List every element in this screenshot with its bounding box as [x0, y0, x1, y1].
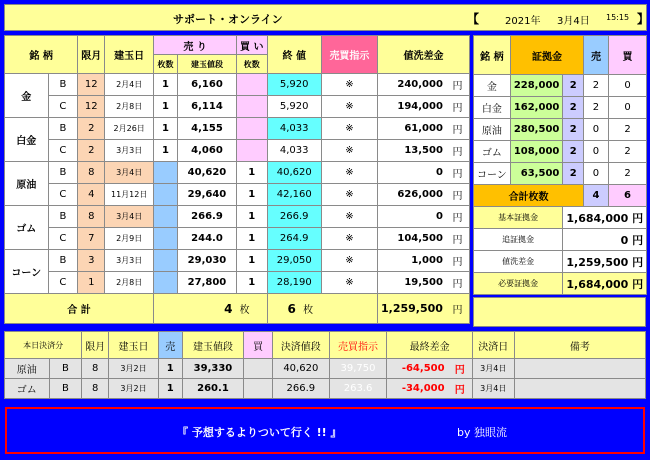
- sell-qty-cell: [154, 272, 178, 294]
- diff-cell: 240,000: [377, 74, 445, 96]
- right-header-buy: 買: [608, 36, 646, 75]
- yen-cell: 円: [446, 162, 470, 184]
- brand-label: コーン: [5, 250, 49, 294]
- type-cell: C: [48, 228, 78, 250]
- price-cell: 266.9: [177, 206, 236, 228]
- settled-type: B: [49, 359, 82, 379]
- margin-table: [473, 35, 647, 295]
- settled-note: [514, 379, 645, 399]
- right-count: 2: [563, 163, 584, 185]
- table-row: [5, 206, 470, 228]
- mark-cell: ※: [321, 74, 377, 96]
- sell-qty-cell: 1: [154, 96, 178, 118]
- summary-value-cell: [563, 251, 647, 273]
- date-cell: 3月3日: [105, 140, 154, 162]
- summary-value: 1,684,000: [566, 211, 629, 225]
- yen-cell: 円: [446, 140, 470, 162]
- table-row: [5, 140, 470, 162]
- total-sell-qty: 4: [224, 302, 233, 316]
- date-day: 3月4日: [557, 16, 590, 27]
- table-row: [5, 118, 470, 140]
- total-buy-qty: 6: [287, 302, 296, 316]
- settled-date: 3月2日: [109, 379, 159, 399]
- sell-qty-cell: [154, 206, 178, 228]
- settled-header-settle-price: 決済値段: [272, 332, 329, 359]
- right-header-brand: 銘 柄: [474, 36, 511, 75]
- settled-sell: 1: [158, 359, 182, 379]
- month-cell: 1: [78, 272, 105, 294]
- diff-cell: 626,000: [377, 184, 445, 206]
- settled-yen: 円: [448, 359, 473, 379]
- right-buy: 2: [608, 119, 646, 141]
- price-cell: 27,800: [177, 272, 236, 294]
- date-cell: 3月3日: [105, 250, 154, 272]
- total-sell-unit: 枚: [239, 305, 250, 316]
- yen-cell: 円: [446, 118, 470, 140]
- total-diff: 1,259,500: [377, 294, 445, 324]
- close-cell: 5,920: [267, 96, 321, 118]
- total-sell-cell: [154, 294, 267, 324]
- settled-note: [514, 359, 645, 379]
- mark-cell: ※: [321, 140, 377, 162]
- list-item: [474, 119, 647, 141]
- header-open-date: 建玉日: [105, 36, 154, 74]
- settled-final: -64,500: [387, 359, 448, 379]
- table-row: [5, 74, 470, 96]
- sell-qty-cell: 1: [154, 118, 178, 140]
- brand-label: 白金: [5, 118, 49, 162]
- price-cell: 40,620: [177, 162, 236, 184]
- close-cell: 4,033: [267, 118, 321, 140]
- table-row: [5, 379, 646, 399]
- brand-label: 原油: [5, 162, 49, 206]
- yen-cell: 円: [446, 250, 470, 272]
- month-cell: 12: [78, 74, 105, 96]
- mark-cell: ※: [321, 184, 377, 206]
- slogan-banner: [5, 407, 645, 454]
- right-total-label: 合計枚数: [474, 185, 584, 207]
- buy-qty-cell: 1: [237, 162, 267, 184]
- type-cell: C: [48, 184, 78, 206]
- month-cell: 3: [78, 250, 105, 272]
- settled-price: 39,330: [182, 359, 244, 379]
- table-row: [5, 184, 470, 206]
- settled-header-title: 本日決済分: [5, 332, 82, 359]
- settled-brand: 原油: [5, 359, 50, 379]
- header-buy: 買 い: [237, 36, 267, 55]
- month-cell: 8: [78, 162, 105, 184]
- settled-header-buy: 買: [244, 332, 273, 359]
- settled-settle: 266.9: [272, 379, 329, 399]
- settled-table: [4, 331, 646, 399]
- yen-cell: 円: [446, 74, 470, 96]
- right-brand: 原油: [474, 119, 511, 141]
- price-cell: 4,060: [177, 140, 236, 162]
- header-brand: 銘 柄: [5, 36, 78, 74]
- month-cell: 12: [78, 96, 105, 118]
- total-yen: 円: [446, 294, 470, 324]
- summary-value-cell: [563, 273, 647, 295]
- bracket-close: 】: [637, 12, 650, 26]
- right-buy: 0: [608, 75, 646, 97]
- mark-cell: ※: [321, 118, 377, 140]
- banner-author: by 独眼流: [457, 426, 507, 439]
- right-buy: 0: [608, 97, 646, 119]
- settled-header-open-date: 建玉日: [109, 332, 159, 359]
- right-brand: 金: [474, 75, 511, 97]
- header-diff: 値洗差金: [377, 36, 469, 74]
- summary-value: 1,684,000: [566, 277, 629, 291]
- list-item: [474, 97, 647, 119]
- right-brand: コーン: [474, 163, 511, 185]
- close-cell: 42,160: [267, 184, 321, 206]
- settled-header-final-diff: 最終差金: [387, 332, 472, 359]
- diff-cell: 1,000: [377, 250, 445, 272]
- header-sell: 売 り: [154, 36, 237, 55]
- yen-cell: 円: [446, 228, 470, 250]
- buy-qty-cell: 1: [237, 184, 267, 206]
- date-cell: 2月26日: [105, 118, 154, 140]
- settled-header-instruction: 売買指示: [329, 332, 387, 359]
- right-margin: 228,000: [510, 75, 563, 97]
- price-cell: 4,155: [177, 118, 236, 140]
- type-cell: C: [48, 96, 78, 118]
- summary-label: 値洗差金: [474, 251, 563, 273]
- right-brand: ゴム: [474, 141, 511, 163]
- date-cell: 2月8日: [105, 96, 154, 118]
- bracket-open: 【: [467, 12, 480, 26]
- date-year: 2021年: [505, 16, 541, 27]
- buy-qty-cell: 1: [237, 206, 267, 228]
- month-cell: 2: [78, 118, 105, 140]
- month-cell: 2: [78, 140, 105, 162]
- close-cell: 5,920: [267, 74, 321, 96]
- right-sell: 2: [584, 75, 609, 97]
- price-cell: 6,160: [177, 74, 236, 96]
- mark-cell: ※: [321, 96, 377, 118]
- sell-qty-cell: 1: [154, 140, 178, 162]
- type-cell: B: [48, 74, 78, 96]
- right-header-sell: 売: [584, 36, 609, 75]
- buy-qty-cell: [237, 74, 267, 96]
- total-buy-unit: 枚: [303, 305, 314, 316]
- mark-cell: ※: [321, 272, 377, 294]
- right-margin: 280,500: [510, 119, 563, 141]
- settled-instr: 39,750: [329, 359, 387, 379]
- type-cell: B: [48, 206, 78, 228]
- settled-date: 3月2日: [109, 359, 159, 379]
- settled-header-settle-date: 決済日: [472, 332, 514, 359]
- summary-yen: 円: [632, 255, 644, 269]
- summary-value: 1,259,500: [566, 255, 629, 269]
- summary-label: 追証拠金: [474, 229, 563, 251]
- mark-cell: ※: [321, 228, 377, 250]
- buy-qty-cell: 1: [237, 272, 267, 294]
- table-row: [5, 359, 646, 379]
- header-buy-qty: 枚数: [237, 55, 267, 74]
- right-count: 2: [563, 141, 584, 163]
- diff-cell: 61,000: [377, 118, 445, 140]
- date-cell: 2月8日: [105, 272, 154, 294]
- type-cell: B: [48, 118, 78, 140]
- settled-month: 8: [82, 359, 109, 379]
- yen-cell: 円: [446, 184, 470, 206]
- right-count: 2: [563, 97, 584, 119]
- yen-cell: 円: [446, 96, 470, 118]
- right-sell: 0: [584, 119, 609, 141]
- diff-cell: 0: [377, 162, 445, 184]
- date-cell: 3月4日: [105, 206, 154, 228]
- right-sell: 2: [584, 97, 609, 119]
- sell-qty-cell: [154, 162, 178, 184]
- type-cell: C: [48, 272, 78, 294]
- settled-settle: 40,620: [272, 359, 329, 379]
- right-margin: 63,500: [510, 163, 563, 185]
- list-item: [474, 163, 647, 185]
- close-cell: 264.9: [267, 228, 321, 250]
- right-margin: 162,000: [510, 97, 563, 119]
- settled-buy: [244, 379, 273, 399]
- month-cell: 8: [78, 206, 105, 228]
- settled-price: 260.1: [182, 379, 244, 399]
- right-brand: 白金: [474, 97, 511, 119]
- list-item: [474, 75, 647, 97]
- right-sell: 0: [584, 141, 609, 163]
- diff-cell: 194,000: [377, 96, 445, 118]
- total-label: 合 計: [5, 294, 154, 324]
- diff-cell: 104,500: [377, 228, 445, 250]
- date-cell: 2月9日: [105, 228, 154, 250]
- right-buy: 2: [608, 163, 646, 185]
- header-close: 終 値: [267, 36, 321, 74]
- settled-sdate: 3月4日: [472, 379, 514, 399]
- settled-sdate: 3月4日: [472, 359, 514, 379]
- sell-qty-cell: 1: [154, 74, 178, 96]
- right-total-buy: 6: [608, 185, 646, 207]
- summary-yen: 円: [632, 211, 644, 225]
- right-margin: 108,000: [510, 141, 563, 163]
- date-cell: 2月4日: [105, 74, 154, 96]
- month-cell: 7: [78, 228, 105, 250]
- buy-qty-cell: [237, 118, 267, 140]
- yen-cell: 円: [446, 272, 470, 294]
- price-cell: 6,114: [177, 96, 236, 118]
- summary-value-cell: [563, 229, 647, 251]
- right-buy: 2: [608, 141, 646, 163]
- type-cell: B: [48, 162, 78, 184]
- sell-qty-cell: [154, 250, 178, 272]
- header-open-price: 建玉値段: [177, 55, 236, 74]
- settled-type: B: [49, 379, 82, 399]
- table-row: [5, 162, 470, 184]
- settled-instr: 263.6: [329, 379, 387, 399]
- mark-cell: ※: [321, 206, 377, 228]
- table-row: [5, 96, 470, 118]
- month-cell: 4: [78, 184, 105, 206]
- buy-qty-cell: [237, 140, 267, 162]
- settled-buy: [244, 359, 273, 379]
- title-bar: [4, 4, 650, 31]
- type-cell: C: [48, 140, 78, 162]
- right-count: 2: [563, 119, 584, 141]
- summary-label: 必要証拠金: [474, 273, 563, 295]
- settled-yen: 円: [448, 379, 473, 399]
- clock-time: 15:15: [606, 13, 630, 22]
- summary-value: 0: [620, 233, 629, 247]
- header-month: 限月: [78, 36, 105, 74]
- close-cell: 29,050: [267, 250, 321, 272]
- mark-cell: ※: [321, 250, 377, 272]
- close-cell: 28,190: [267, 272, 321, 294]
- total-buy-cell: [267, 294, 377, 324]
- header-sell-qty: 枚数: [154, 55, 178, 74]
- settled-sell: 1: [158, 379, 182, 399]
- app-title: サポート・オンライン: [173, 13, 283, 26]
- yen-cell: 円: [446, 206, 470, 228]
- summary-yen: 円: [632, 277, 644, 291]
- settled-header-note: 備考: [514, 332, 645, 359]
- sell-qty-cell: [154, 184, 178, 206]
- settled-final: -34,000: [387, 379, 448, 399]
- positions-table: [4, 35, 470, 324]
- brand-label: 金: [5, 74, 49, 118]
- settled-header-sell: 売: [158, 332, 182, 359]
- table-row: [5, 272, 470, 294]
- diff-cell: 13,500: [377, 140, 445, 162]
- summary-value-cell: [563, 207, 647, 229]
- table-row: [5, 250, 470, 272]
- sell-qty-cell: [154, 228, 178, 250]
- buy-qty-cell: [237, 96, 267, 118]
- brand-label: ゴム: [5, 206, 49, 250]
- table-row: [5, 228, 470, 250]
- settled-month: 8: [82, 379, 109, 399]
- price-cell: 244.0: [177, 228, 236, 250]
- list-item: [474, 141, 647, 163]
- header-instruction: 売買指示: [321, 36, 377, 74]
- date-cell: 3月4日: [105, 162, 154, 184]
- date-cell: 11月12日: [105, 184, 154, 206]
- price-cell: 29,640: [177, 184, 236, 206]
- right-total-sell: 4: [584, 185, 609, 207]
- settled-header-month: 限月: [82, 332, 109, 359]
- summary-label: 基本証拠金: [474, 207, 563, 229]
- right-count: 2: [563, 75, 584, 97]
- diff-cell: 19,500: [377, 272, 445, 294]
- close-cell: 40,620: [267, 162, 321, 184]
- buy-qty-cell: 1: [237, 228, 267, 250]
- mark-cell: ※: [321, 162, 377, 184]
- settled-brand: ゴム: [5, 379, 50, 399]
- summary-yen: 円: [632, 233, 644, 247]
- settled-header-open-price: 建玉値段: [182, 332, 244, 359]
- right-header-margin: 証拠金: [510, 36, 583, 75]
- right-sell: 0: [584, 163, 609, 185]
- close-cell: 4,033: [267, 140, 321, 162]
- diff-cell: 0: [377, 206, 445, 228]
- right-empty-panel: [473, 297, 646, 327]
- price-cell: 29,030: [177, 250, 236, 272]
- buy-qty-cell: 1: [237, 250, 267, 272]
- banner-slogan: 『 予想するよりついて行く !! 』: [177, 426, 342, 439]
- close-cell: 266.9: [267, 206, 321, 228]
- type-cell: B: [48, 250, 78, 272]
- total-row: [5, 294, 470, 324]
